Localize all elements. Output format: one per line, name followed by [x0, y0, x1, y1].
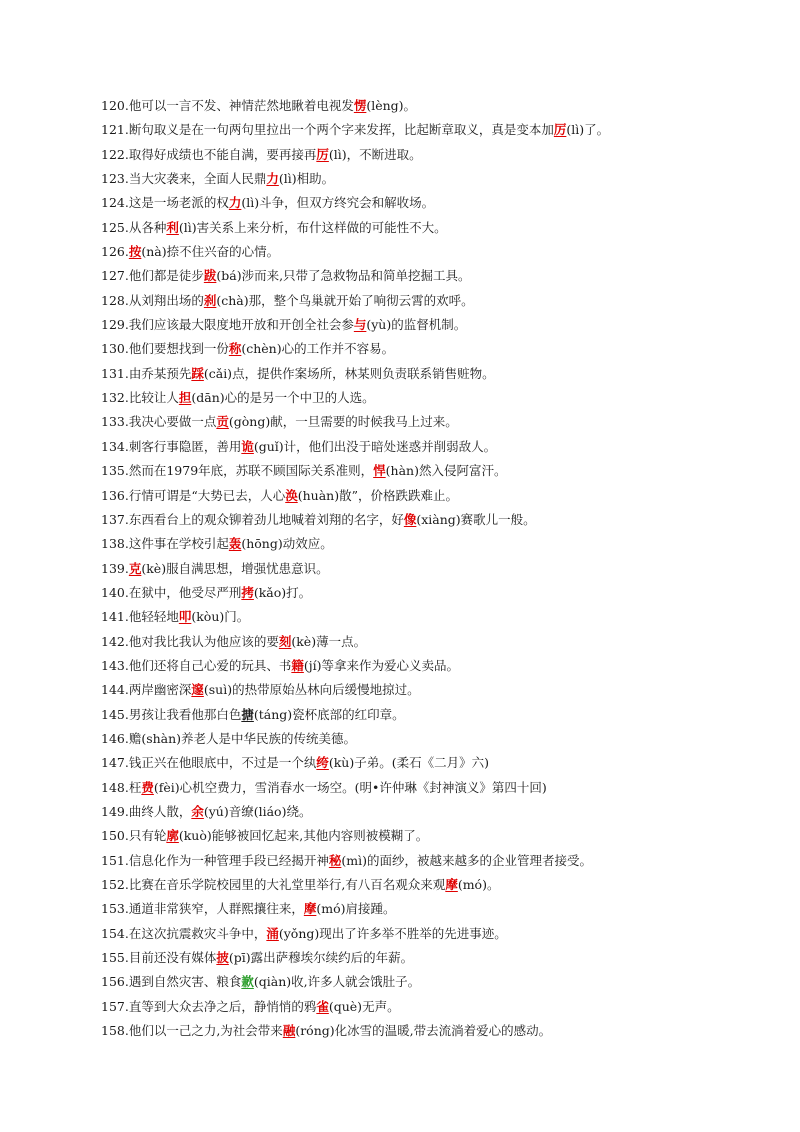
sentence-text-after: (mó)。 [457, 877, 500, 892]
sentence-text-after: (lì)相助。 [278, 171, 335, 187]
sentence-text-before: 136.行情可谓是“大势已去，人心 [101, 487, 286, 503]
sentence-line [101, 800, 781, 824]
highlighted-character: 融 [282, 1023, 296, 1039]
sentence-line [101, 605, 781, 629]
sentence-line [101, 873, 781, 897]
sentence-text-before: 128.从刘翔出场的 [101, 292, 204, 308]
sentence-text-after: (lì)了。 [566, 122, 610, 138]
highlighted-character: 力 [228, 195, 242, 211]
sentence-text-before: 153.通道非常狭窄，人群熙攘往来， [101, 901, 304, 917]
highlighted-character: 厉 [553, 122, 567, 138]
sentence-text-before: 141.他轻轻地 [101, 609, 179, 625]
sentence-line [101, 654, 781, 678]
sentence-line [101, 581, 781, 605]
highlighted-character: 披 [216, 950, 229, 966]
sentence-line [101, 410, 781, 434]
sentence-text-before: 134.刺客行事隐匿，善用 [101, 438, 242, 454]
sentence-text-after: (hōng)动效应。 [241, 536, 333, 552]
sentence-line [101, 727, 781, 751]
sentence-text-after: (yǒng)现出了许多举不胜举的先进事迹。 [278, 925, 507, 941]
highlighted-character: 叩 [178, 609, 192, 625]
highlighted-character: 称 [228, 341, 242, 357]
sentence-text-after: (chèn)心的工作并不容易。 [241, 341, 395, 357]
sentence-line [101, 703, 781, 727]
sentence-text-after: (kòu)门。 [191, 609, 250, 625]
sentence-line [101, 386, 781, 410]
sentence-text-before: 142.他对我比我认为他应该的要 [101, 633, 279, 649]
sentence-line [101, 459, 781, 483]
sentence-line [101, 557, 781, 581]
sentence-text-before: 133.我决心要做一点 [101, 414, 217, 430]
sentence-text-before: 130.他们要想找到一份 [101, 341, 229, 357]
sentence-line [101, 240, 781, 264]
highlighted-character: 力 [266, 171, 279, 187]
highlighted-character: 厉 [316, 146, 329, 162]
sentence-line [101, 532, 781, 556]
sentence-text-after: (lì)斗争，但双方终究会和解收场。 [241, 195, 435, 211]
sentence-text-before: 150.只有轮 [101, 828, 167, 844]
highlighted-character: 歉 [241, 974, 254, 990]
sentence-text-after: (mó)肩接踵。 [316, 901, 396, 917]
highlighted-character: 廓 [166, 828, 179, 844]
highlighted-character: 愣 [353, 98, 367, 113]
sentence-text-after: (kè)服自满思想，增强忧患意识。 [141, 560, 329, 576]
sentence-text-before: 131.由乔某预先 [101, 365, 192, 381]
sentence-text-before: 126. [101, 244, 129, 260]
highlighted-character: 贡 [216, 414, 229, 430]
sentence-line [101, 897, 781, 921]
sentence-line [101, 264, 781, 288]
sentence-text-after: (bá)涉而来,只带了急救物品和简单挖掘工具。 [216, 268, 471, 284]
sentence-line [101, 118, 781, 142]
sentence-text-after: (lì)，不断进取。 [328, 146, 422, 162]
sentence-line [101, 970, 781, 994]
sentence-line [101, 94, 781, 118]
sentence-text-before: 155.目前还没有媒体 [101, 950, 217, 966]
sentence-text-after: (dān)心的是另一个中卫的人选。 [191, 390, 375, 406]
sentence-text-before: 124.这是一场老派的权 [101, 195, 229, 211]
highlighted-character: 诡 [241, 438, 254, 454]
sentence-text-before: 147.钱正兴在他眼底中，不过是一个纨 [101, 755, 317, 771]
sentence-text-after: (hàn)然入侵阿富汗。 [385, 463, 507, 479]
sentence-text-after: (yú)音缭(liáo)绕。 [203, 803, 312, 819]
sentence-line [101, 751, 781, 775]
sentence-text-before: 148.枉 [101, 779, 142, 795]
sentence-line [101, 191, 781, 215]
sentence-line [101, 824, 781, 848]
sentence-line [101, 484, 781, 508]
sentence-text-before: 129.我们应该最大限度地开放和开创全社会参 [101, 317, 354, 333]
highlighted-character: 涌 [266, 925, 279, 941]
highlighted-character: 摩 [303, 901, 317, 917]
sentence-text-after: (suì)的热带原始丛林向后缓慢地掠过。 [203, 682, 420, 698]
highlighted-character: 刻 [278, 633, 292, 649]
sentence-text-after: (mì)的面纱，被越来越多的企业管理者接受。 [341, 852, 592, 868]
highlighted-character: 跋 [203, 268, 217, 284]
highlighted-character: 搪 [241, 706, 254, 722]
sentence-line [101, 995, 781, 1019]
sentence-text-after: (táng)瓷杯底部的红印章。 [253, 706, 405, 722]
sentence-text-after: (xiàng)赛歌儿一般。 [416, 511, 536, 527]
sentence-line [101, 362, 781, 386]
sentence-text-before: 138.这件事在学校引起 [101, 536, 229, 552]
sentence-text-before: 127.他们都是徒步 [101, 268, 204, 284]
sentence-text-before: 145.男孩让我看他那白色 [101, 706, 242, 722]
highlighted-character: 克 [128, 560, 142, 576]
sentence-list [101, 94, 781, 1043]
sentence-text-before: 120.他可以一言不发、神情茫然地瞅着电视发 [101, 98, 354, 113]
highlighted-character: 利 [166, 219, 179, 235]
sentence-text-before: 137.东西看台上的观众铆着劲儿地喊着刘翔的名字，好 [101, 511, 404, 527]
sentence-text-before: 121.断句取义是在一句两句里拉出一个两个字来发挥，比起断章取义，真是变本加 [101, 122, 554, 138]
sentence-text-after: (kù)子弟。(柔石《二月》六) [328, 755, 489, 771]
sentence-line [101, 289, 781, 313]
sentence-text-after: (lì)害关系上来分析，布什这样做的可能性不大。 [178, 219, 447, 235]
sentence-text-before: 132.比较让人 [101, 390, 179, 406]
sentence-text-after: (fèi)心机空费力，雪消春水一场空。(明•许仲琳《封神演义》第四十回) [153, 779, 547, 795]
sentence-text-before: 154.在这次抗震救灾斗争中， [101, 925, 267, 941]
sentence-text-after: (kè)薄一点。 [291, 633, 367, 649]
sentence-line [101, 630, 781, 654]
sentence-line [101, 508, 781, 532]
sentence-text-before: 135.然而在1979年底，苏联不顾国际关系准则， [101, 463, 374, 479]
highlighted-character: 担 [178, 390, 192, 406]
highlighted-character: 费 [141, 779, 154, 795]
sentence-text-before: 144.两岸幽密深 [101, 682, 192, 698]
highlighted-character: 绔 [316, 755, 329, 771]
sentence-text-before: 146.赡(shàn)养老人是中华民族的传统美德。 [101, 730, 357, 746]
highlighted-character: 余 [191, 803, 204, 819]
highlighted-character: 雀 [316, 998, 329, 1014]
sentence-text-after: (què)无声。 [328, 998, 400, 1014]
sentence-line [101, 1019, 781, 1043]
highlighted-character: 刹 [203, 292, 217, 308]
sentence-text-before: 156.遇到自然灾害、粮食 [101, 974, 242, 990]
sentence-line [101, 167, 781, 191]
sentence-text-before: 143.他们还将自己心爱的玩具、书 [101, 657, 292, 673]
sentence-line [101, 313, 781, 337]
sentence-text-after: (gòng)献，一旦需要的时候我马上过来。 [228, 414, 458, 430]
sentence-text-before: 157.直等到大众去净之后，静悄悄的鸦 [101, 998, 317, 1014]
sentence-text-before: 122.取得好成绩也不能自满，要再接再 [101, 146, 317, 162]
sentence-text-after: (chà)那，整个鸟巢就开始了响彻云霄的欢呼。 [216, 292, 474, 308]
highlighted-character: 拷 [241, 584, 254, 600]
sentence-line [101, 337, 781, 361]
sentence-text-after: (pī)露出萨穆埃尔续约后的年薪。 [228, 950, 414, 966]
sentence-text-before: 140.在狱中，他受尽严刑 [101, 584, 242, 600]
sentence-text-after: (kuò)能够被回忆起来,其他内容则被模糊了。 [178, 828, 429, 844]
sentence-text-before: 151.信息化作为一种管理手段已经揭开神 [101, 852, 329, 868]
sentence-line [101, 776, 781, 800]
highlighted-character: 籍 [291, 657, 304, 673]
sentence-text-after: (qiàn)收,许多人就会饿肚子。 [253, 974, 421, 990]
sentence-text-after: (cǎi)点，提供作案场所，林某则负责联系销售赃物。 [203, 365, 495, 381]
sentence-text-after: (kǎo)打。 [253, 584, 312, 600]
highlighted-character: 像 [403, 511, 417, 527]
sentence-text-after: (guǐ)计，他们出没于暗处迷惑并削弱敌人。 [253, 438, 497, 454]
sentence-text-before: 123.当大灾袭来，全面人民鼎 [101, 171, 267, 187]
highlighted-character: 轰 [228, 536, 242, 552]
highlighted-character: 秘 [328, 852, 342, 868]
highlighted-character: 涣 [285, 487, 298, 503]
sentence-text-after: (huàn)散”，价格跌跌难止。 [297, 487, 458, 503]
sentence-line [101, 946, 781, 970]
sentence-text-before: 152.比赛在音乐学院校园里的大礼堂里举行,有八百名观众来观 [101, 877, 446, 892]
sentence-line [101, 678, 781, 702]
sentence-text-after: (róng)化冰雪的温暖,带去流淌着爱心的感动。 [295, 1023, 552, 1039]
highlighted-character: 悍 [373, 463, 386, 479]
sentence-text-before: 125.从各种 [101, 219, 167, 235]
highlighted-character: 摩 [445, 877, 458, 892]
sentence-text-before: 158.他们以一己之力,为社会带来 [101, 1023, 283, 1039]
sentence-text-after: (jí)等拿来作为爱心义卖品。 [303, 657, 459, 673]
sentence-line [101, 143, 781, 167]
sentence-text-after: (yù)的监督机制。 [366, 317, 467, 333]
sentence-line [101, 435, 781, 459]
sentence-text-before: 149.曲终人散， [101, 803, 192, 819]
sentence-line [101, 849, 781, 873]
highlighted-character: 邃 [191, 682, 204, 698]
sentence-text-before: 139. [101, 560, 129, 576]
highlighted-character: 与 [353, 317, 367, 333]
sentence-text-after: (nà)捺不住兴奋的心情。 [141, 244, 280, 260]
sentence-text-after: (lèng)。 [366, 98, 417, 113]
sentence-line [101, 216, 781, 240]
sentence-line [101, 922, 781, 946]
highlighted-character: 按 [128, 244, 142, 260]
highlighted-character: 踩 [191, 365, 204, 381]
